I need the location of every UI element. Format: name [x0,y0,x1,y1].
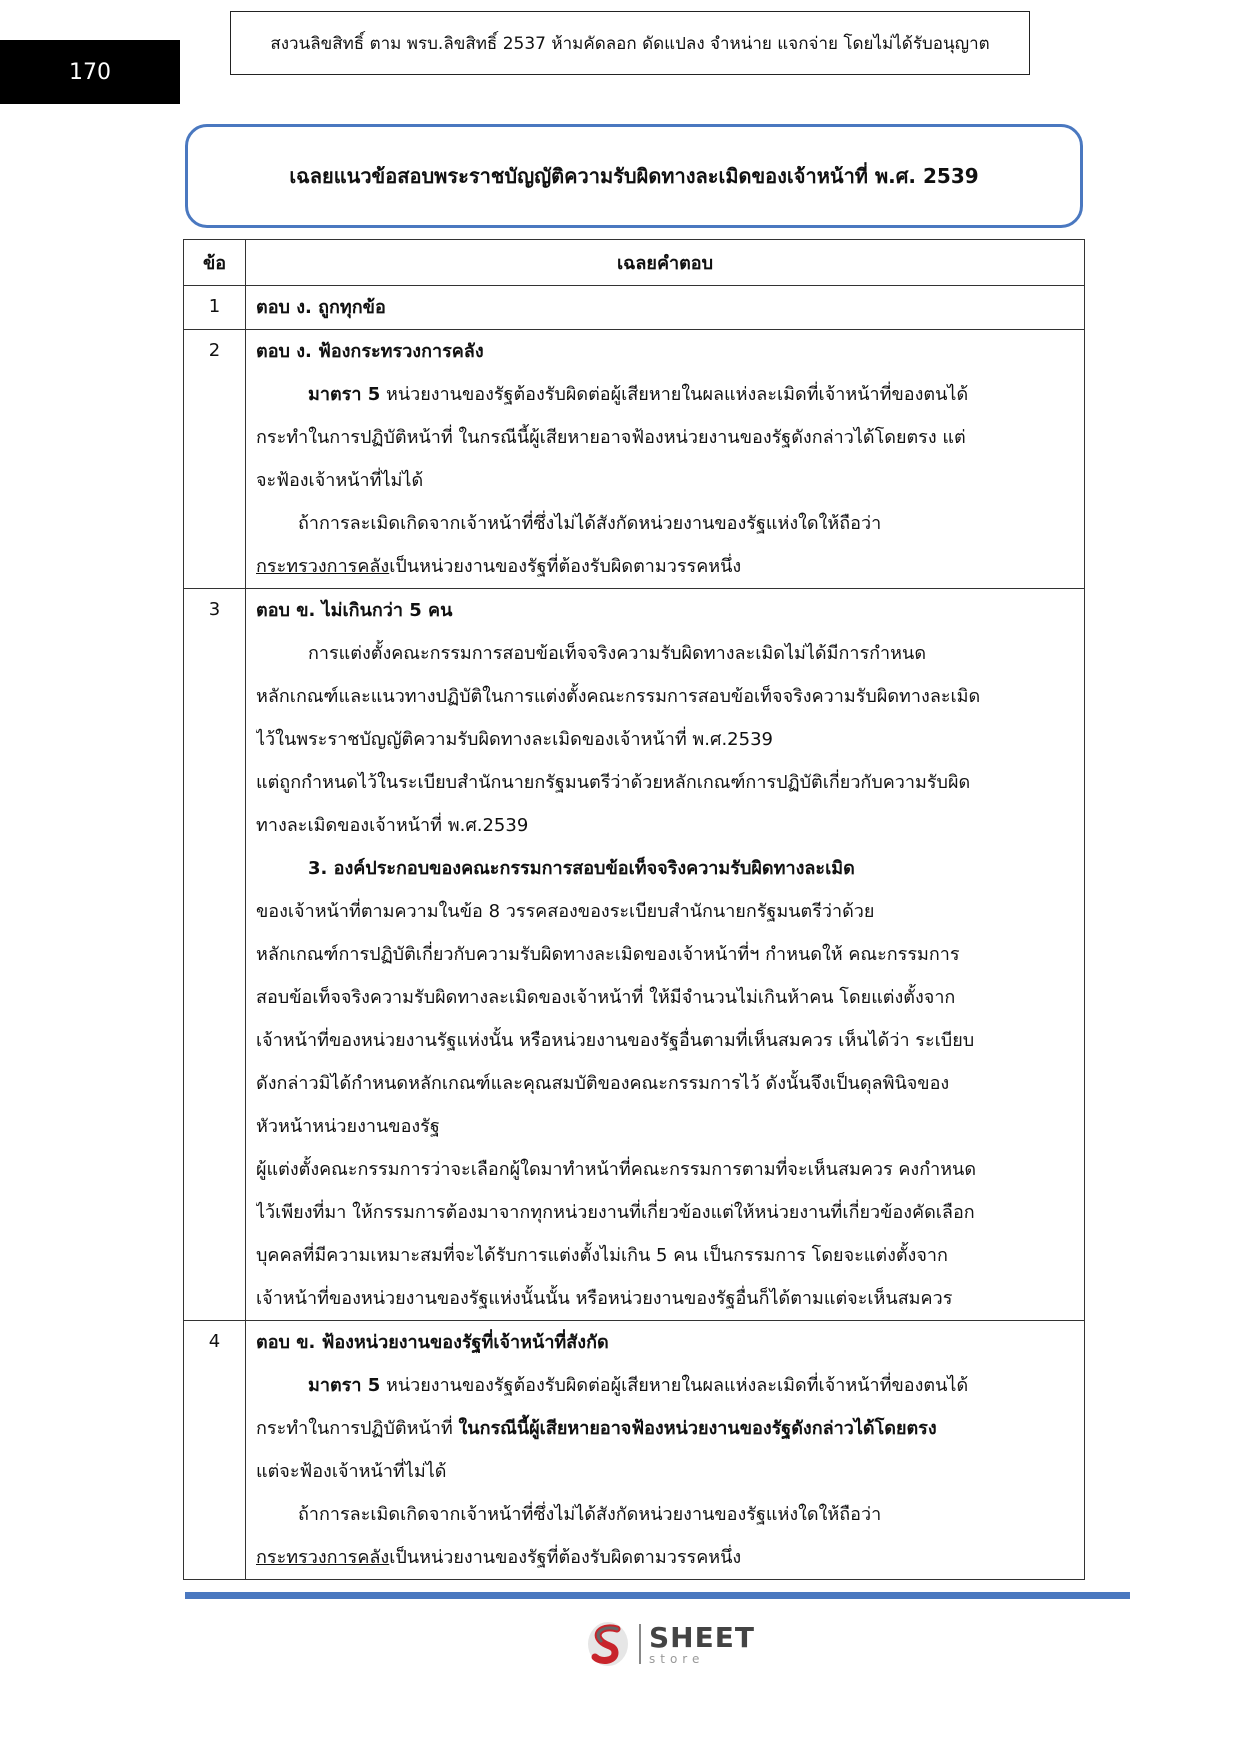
explanation-line [256,1407,1074,1450]
underlined-term: กระทรวงการคลัง [256,556,390,577]
explanation-text: เป็นหน่วยงานของรัฐที่ต้องรับผิดตามวรรคหนึ่ง [389,1547,742,1568]
explanation-text: เป็นหน่วยงานของรัฐที่ต้องรับผิดตามวรรคหนึ่ง [389,556,742,577]
explanation-line: ของเจ้าหน้าที่ตามความในข้อ 8 วรรคสองของระเบียบสำนักนายกรัฐมนตรีว่าด้วย [256,901,875,922]
explanation-line [256,1536,1074,1579]
explanation-line: หลักเกณฑ์การปฏิบัติเกี่ยวกับความรับผิดทางละเมิดของเจ้าหน้าที่ฯ กำหนดให้ คณะกรรมการ [256,944,960,965]
column-header-no: ข้อ [184,240,246,286]
explanation-line: ไว้เพียงที่มา ให้กรรมการต้องมาจากทุกหน่วยงานที่เกี่ยวข้องแต่ให้หน่วยงานที่เกี่ยวข้องคัดเลือก [256,1202,975,1223]
copyright-notice: สงวนลิขสิทธิ์ ตาม พรบ.ลิขสิทธิ์ 2537 ห้ามคัดลอก ดัดแปลง จำหน่าย แจกจ่าย โดยไม่ได้รับอนุญาต [230,11,1030,75]
explanation-line: ถ้าการละเมิดเกิดจากเจ้าหน้าที่ซึ่งไม่ได้สังกัดหน่วยงานของรัฐแห่งใดให้ถือว่า [298,513,882,534]
answer-cell [246,1321,1085,1580]
explanation-line: กระทำในการปฏิบัติหน้าที่ ในกรณีนี้ผู้เสียหายอาจฟ้องหน่วยงานของรัฐดังกล่าวได้โดยตรง แต่ [256,427,966,448]
sheet-store-logo [585,1618,755,1670]
answer-table [183,239,1085,1580]
explanation-heading: 3. องค์ประกอบของคณะกรรมการสอบข้อเท็จจริงความรับผิดทางละเมิด [308,858,855,879]
explanation-line: เจ้าหน้าที่ของหน่วยงานของรัฐแห่งนั้นนั้น หรือหน่วยงานของรัฐอื่นก็ได้ตามแต่จะเห็นสมควร [256,1288,953,1309]
sheet-store-logo-icon [585,1619,631,1669]
explanation-text: หน่วยงานของรัฐต้องรับผิดต่อผู้เสียหายในผลแห่งละเมิดที่เจ้าหน้าที่ของตนได้ [380,384,969,405]
column-header-answer: เฉลยคำตอบ [246,240,1085,286]
logo-wordmark [649,1620,755,1666]
explanation-line: แต่จะฟ้องเจ้าหน้าที่ไม่ได้ [256,1461,447,1482]
explanation-line: สอบข้อเท็จจริงความรับผิดทางละเมิดของเจ้าหน้าที่ ให้มีจำนวนไม่เกินห้าคน โดยแต่งตั้งจาก [256,987,956,1008]
explanation-line: จะฟ้องเจ้าหน้าที่ไม่ได้ [256,470,424,491]
section-reference: มาตรา 5 [308,1375,381,1396]
logo-separator [639,1624,641,1664]
explanation-line: แต่ถูกกำหนดไว้ในระเบียบสำนักนายกรัฐมนตรีว่าด้วยหลักเกณฑ์การปฏิบัติเกี่ยวกับความรับผิด [256,772,971,793]
underlined-term: กระทรวงการคลัง [256,1547,390,1568]
question-number: 2 [184,330,246,589]
table-row [184,1321,1085,1580]
section-reference: มาตรา 5 [308,384,381,405]
question-number: 4 [184,1321,246,1580]
explanation-line: หัวหน้าหน่วยงานของรัฐ [256,1116,440,1137]
answer-choice: ตอบ ง. ฟ้องกระทรวงการคลัง [256,341,484,362]
table-header-row [184,240,1085,286]
answer-choice: ตอบ ง. ถูกทุกข้อ [256,297,386,318]
footer-divider [185,1592,1130,1599]
question-number: 3 [184,589,246,1321]
answer-choice: ตอบ ข. ไม่เกินกว่า 5 คน [256,600,453,621]
explanation-line: บุคคลที่มีความเหมาะสมที่จะได้รับการแต่งตั้งไม่เกิน 5 คน เป็นกรรมการ โดยจะแต่งตั้งจาก [256,1245,948,1266]
logo-name: SHEET [649,1620,755,1654]
answer-choice: ตอบ ข. ฟ้องหน่วยงานของรัฐที่เจ้าหน้าที่สังกัด [256,1332,609,1353]
explanation-line: การแต่งตั้งคณะกรรมการสอบข้อเท็จจริงความรับผิดทางละเมิดไม่ได้มีการกำหนด [308,643,927,664]
emphasized-text: ในกรณีนี้ผู้เสียหายอาจฟ้องหน่วยงานของรัฐดังกล่าวได้โดยตรง [458,1418,937,1439]
table-row [184,330,1085,589]
answer-cell [246,286,1085,330]
explanation-line: ทางละเมิดของเจ้าหน้าที่ พ.ศ.2539 [256,815,529,836]
explanation-line: ผู้แต่งตั้งคณะกรรมการว่าจะเลือกผู้ใดมาทำหน้าที่คณะกรรมการตามที่จะเห็นสมควร คงกำหนด [256,1159,977,1180]
explanation-text: กระทำในการปฏิบัติหน้าที่ [256,1418,459,1439]
logo-subtitle: store [649,1651,705,1666]
explanation-line: ดังกล่าวมิได้กำหนดหลักเกณฑ์และคุณสมบัติของคณะกรรมการไว้ ดังนั้นจึงเป็นดุลพินิจของ [256,1073,950,1094]
table-row [184,589,1085,1321]
explanation-line: ไว้ในพระราชบัญญัติความรับผิดทางละเมิดของเจ้าหน้าที่ พ.ศ.2539 [256,729,773,750]
explanation-line: ถ้าการละเมิดเกิดจากเจ้าหน้าที่ซึ่งไม่ได้สังกัดหน่วยงานของรัฐแห่งใดให้ถือว่า [298,1504,882,1525]
explanation-line [256,545,1074,588]
explanation-text: หน่วยงานของรัฐต้องรับผิดต่อผู้เสียหายในผลแห่งละเมิดที่เจ้าหน้าที่ของตนได้ [380,1375,969,1396]
explanation-line: เจ้าหน้าที่ของหน่วยงานรัฐแห่งนั้น หรือหน่วยงานของรัฐอื่นตามที่เห็นสมควร เห็นได้ว่า ระเบียบ [256,1030,975,1051]
question-number: 1 [184,286,246,330]
explanation-line [256,373,1074,416]
answer-cell [246,330,1085,589]
answer-cell [246,589,1085,1321]
document-title: เฉลยแนวข้อสอบพระราชบัญญัติความรับผิดทางละเมิดของเจ้าหน้าที่ พ.ศ. 2539 [185,124,1083,228]
explanation-line: หลักเกณฑ์และแนวทางปฏิบัติในการแต่งตั้งคณะกรรมการสอบข้อเท็จจริงความรับผิดทางละเมิด [256,686,981,707]
explanation-line [256,1364,1074,1407]
table-row [184,286,1085,330]
page-number: 170 [0,40,180,104]
